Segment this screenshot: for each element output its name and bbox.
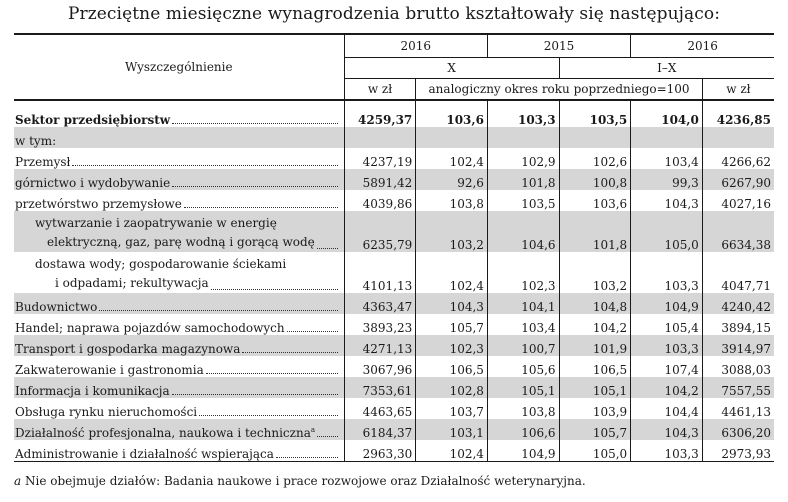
cell-value: 102,3 <box>487 252 559 293</box>
cell-value: 103,2 <box>416 211 488 252</box>
table-row <box>14 335 774 356</box>
footnote-text: Nie obejmuje działów: Badania naukowe i prace rozwojowe oraz Działalność weterynaryjna. <box>24 474 586 488</box>
row-label: Transport i gospodarka magazynowa <box>15 342 241 356</box>
row-label-line2: i odpadami; rekultywacja <box>55 276 209 290</box>
table-row <box>14 169 774 190</box>
row-label: przetwórstwo przemysłowe <box>15 197 182 211</box>
table-body <box>14 100 774 462</box>
table-row <box>14 252 774 293</box>
footnote <box>14 474 586 488</box>
cell-value: 104,1 <box>487 293 559 314</box>
cell-value: 103,1 <box>416 419 488 440</box>
row-label: górnictwo i wydobywanie <box>15 176 171 190</box>
cell-value: 100,7 <box>487 335 559 356</box>
cell-value: 104,3 <box>631 190 703 211</box>
table-row <box>14 398 774 419</box>
cell-value: 104,2 <box>631 377 703 398</box>
table-row <box>14 127 774 148</box>
cell-value: 104,3 <box>631 419 703 440</box>
cell-value: 4039,86 <box>344 190 416 211</box>
cell-value: 106,5 <box>559 356 631 377</box>
table-row <box>14 314 774 335</box>
cell-value: 104,9 <box>487 440 559 462</box>
cell-value: 103,2 <box>559 252 631 293</box>
header-row-years <box>14 34 774 58</box>
cell-value: 6184,37 <box>344 419 416 440</box>
cell-value: 4101,13 <box>344 252 416 293</box>
cell-value: 104,2 <box>559 314 631 335</box>
cell-value: 103,3 <box>631 252 703 293</box>
cell-value: 102,8 <box>416 377 488 398</box>
cell-value: 105,7 <box>416 314 488 335</box>
cell-value: 103,6 <box>559 190 631 211</box>
row-label-line1: dostawa wody; gospodarowanie ściekami <box>35 257 287 271</box>
cell-value: 4237,19 <box>344 148 416 169</box>
cell-value: 105,6 <box>487 356 559 377</box>
row-label: Sektor przedsiębiorstw <box>15 113 171 127</box>
header-unit-index: analogiczny okres roku poprzedniego=100 <box>416 79 703 101</box>
cell-value: 103,9 <box>559 398 631 419</box>
row-label-line1: wytwarzanie i zaopatrywanie w energię <box>35 216 277 230</box>
cell-value: 3914,97 <box>702 335 774 356</box>
cell-value: 2963,30 <box>344 440 416 462</box>
cell-value: 4236,85 <box>702 100 774 127</box>
cell-value: 5891,42 <box>344 169 416 190</box>
header-year-2016-x: 2016 <box>344 34 487 58</box>
table-row <box>14 293 774 314</box>
cell-value: 106,6 <box>487 419 559 440</box>
cell-value: 102,4 <box>416 148 488 169</box>
cell-value: 104,3 <box>416 293 488 314</box>
cell-value: 102,4 <box>416 440 488 462</box>
row-label: Informacja i komunikacja <box>15 384 170 398</box>
cell-value: 103,6 <box>416 100 488 127</box>
page-title: Przeciętne miesięczne wynagrodzenia brutto kształtowały się następująco: <box>67 4 721 24</box>
row-label: Administrowanie i działalność wspierająca <box>15 447 274 461</box>
cell-value: 4027,16 <box>702 190 774 211</box>
header-period-x: X <box>344 58 559 79</box>
cell-value: 101,8 <box>559 211 631 252</box>
table-row <box>14 211 774 252</box>
row-label: w tym: <box>15 134 57 148</box>
row-label: Przemysł <box>15 155 71 169</box>
table-row <box>14 440 774 462</box>
row-label: Budownictwo <box>15 300 98 314</box>
cell-value: 107,4 <box>631 356 703 377</box>
cell-value: 103,4 <box>487 314 559 335</box>
cell-value: 101,9 <box>559 335 631 356</box>
cell-value: 4266,62 <box>702 148 774 169</box>
row-label: Handel; naprawa pojazdów samochodowych <box>15 321 285 335</box>
cell-value: 105,7 <box>559 419 631 440</box>
table-row <box>14 419 774 440</box>
cell-value: 100,8 <box>559 169 631 190</box>
row-label: Działalność profesjonalna, naukowa i techniczna$^a$ <box>15 426 316 440</box>
cell-value: 92,6 <box>416 169 488 190</box>
cell-value: 4271,13 <box>344 335 416 356</box>
cell-value: 102,3 <box>416 335 488 356</box>
cell-value: 3894,15 <box>702 314 774 335</box>
cell-value: 7353,61 <box>344 377 416 398</box>
cell-value: 103,8 <box>487 398 559 419</box>
header-unit-pln: w zł <box>344 79 416 101</box>
header-label-col: Wyszczególnienie <box>14 34 344 100</box>
header-unit-pln-2: w zł <box>702 79 774 101</box>
cell-value: 104,4 <box>631 398 703 419</box>
cell-value: 6634,38 <box>702 211 774 252</box>
cell-value: 103,5 <box>487 190 559 211</box>
wages-table <box>14 33 774 462</box>
cell-value: 105,0 <box>631 211 703 252</box>
cell-value: 4461,13 <box>702 398 774 419</box>
table-row <box>14 356 774 377</box>
cell-value: 103,7 <box>416 398 488 419</box>
cell-value: 6267,90 <box>702 169 774 190</box>
cell-value: 105,4 <box>631 314 703 335</box>
row-label-line2: elektryczną, gaz, parę wodną i gorącą wodę <box>47 235 315 249</box>
cell-value: 7557,55 <box>702 377 774 398</box>
cell-value: 4240,42 <box>702 293 774 314</box>
cell-value: 103,4 <box>631 148 703 169</box>
row-label: Zakwaterowanie i gastronomia <box>15 363 204 377</box>
cell-value: 3088,03 <box>702 356 774 377</box>
cell-value: 6235,79 <box>344 211 416 252</box>
header-year-2016-ix: 2016 <box>631 34 774 58</box>
cell-value: 102,6 <box>559 148 631 169</box>
cell-value: 3067,96 <box>344 356 416 377</box>
cell-value: 103,3 <box>631 440 703 462</box>
cell-value: 102,4 <box>416 252 488 293</box>
cell-value: 4047,71 <box>702 252 774 293</box>
cell-value: 104,0 <box>631 100 703 127</box>
footnote-mark: a <box>310 426 316 434</box>
footnote-mark: a <box>14 474 22 488</box>
header-period-ix: I–X <box>559 58 774 79</box>
cell-value: 4259,37 <box>344 100 416 127</box>
cell-value: 104,9 <box>631 293 703 314</box>
cell-value: 102,9 <box>487 148 559 169</box>
cell-value: 103,8 <box>416 190 488 211</box>
table-row <box>14 377 774 398</box>
cell-value: 104,8 <box>559 293 631 314</box>
table-row <box>14 148 774 169</box>
cell-value: 3893,23 <box>344 314 416 335</box>
cell-value: 2973,93 <box>702 440 774 462</box>
cell-value: 105,1 <box>559 377 631 398</box>
table-row <box>14 190 774 211</box>
cell-value: 105,1 <box>487 377 559 398</box>
cell-value: 103,5 <box>559 100 631 127</box>
cell-value: 106,5 <box>416 356 488 377</box>
cell-value: 4363,47 <box>344 293 416 314</box>
row-label: Obsługa rynku nieruchomości <box>15 405 198 419</box>
header-year-2015: 2015 <box>487 34 630 58</box>
cell-value: 103,3 <box>631 335 703 356</box>
cell-value: 104,6 <box>487 211 559 252</box>
cell-value: 4463,65 <box>344 398 416 419</box>
cell-value: 6306,20 <box>702 419 774 440</box>
table-row <box>14 100 774 127</box>
cell-value: 103,3 <box>487 100 559 127</box>
cell-value: 101,8 <box>487 169 559 190</box>
cell-value: 105,0 <box>559 440 631 462</box>
cell-value: 99,3 <box>631 169 703 190</box>
